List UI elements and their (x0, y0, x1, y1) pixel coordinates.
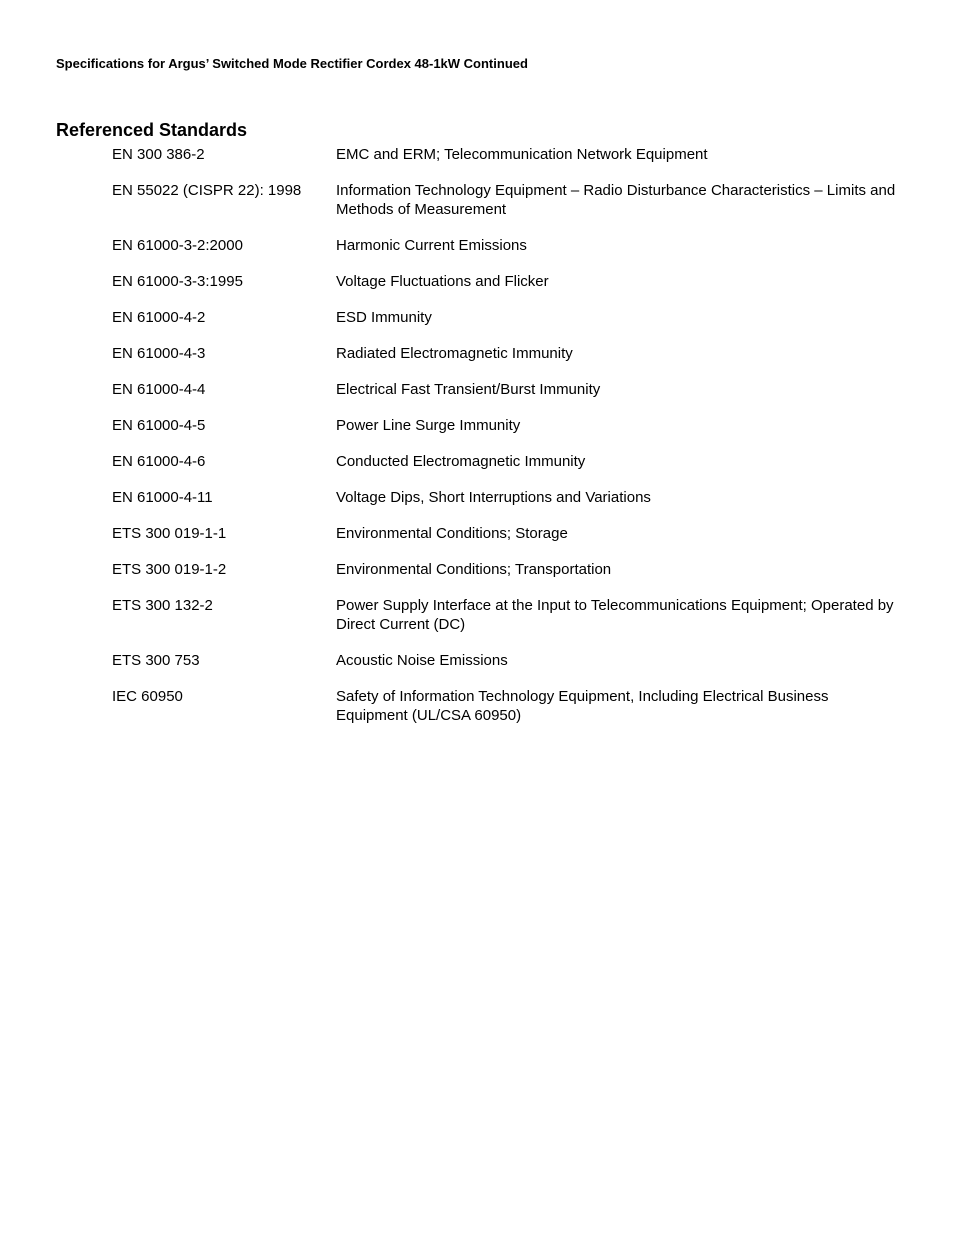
standard-row (112, 380, 912, 399)
standard-description: Radiated Electromagnetic Immunity (336, 345, 573, 362)
standard-row (112, 308, 912, 327)
standard-code: EN 61000-4-3 (112, 345, 206, 362)
standard-description: Power Supply Interface at the Input to Telecommunications Equipment; Operated by Direct Current (DC) (336, 597, 894, 633)
standard-code: ETS 300 132-2 (112, 597, 213, 614)
standard-description: ESD Immunity (336, 309, 432, 326)
standard-row (112, 560, 912, 579)
standard-description: EMC and ERM; Telecommunication Network Equipment (336, 146, 708, 163)
standard-code: EN 61000-3-3:1995 (112, 273, 243, 290)
standard-description: Environmental Conditions; Transportation (336, 561, 612, 578)
standard-row (112, 416, 912, 435)
standard-row (112, 145, 912, 164)
standard-row (112, 596, 912, 634)
standard-row (112, 272, 912, 291)
standards-list (112, 145, 912, 742)
standard-row (112, 452, 912, 471)
standard-row (112, 236, 912, 255)
standard-code: EN 61000-3-2:2000 (112, 237, 243, 254)
standard-description: Safety of Information Technology Equipment, Including Electrical Business Equipment (UL/CSA 60950) (336, 688, 829, 724)
standard-code: EN 300 386-2 (112, 146, 205, 163)
standard-description: Electrical Fast Transient/Burst Immunity (336, 381, 601, 398)
standard-description: Conducted Electromagnetic Immunity (336, 453, 586, 470)
standard-row (112, 687, 912, 725)
standard-code: EN 61000-4-6 (112, 453, 206, 470)
standard-code: EN 61000-4-4 (112, 381, 206, 398)
standard-row (112, 488, 912, 507)
standard-description: Acoustic Noise Emissions (336, 652, 508, 669)
standard-code: IEC 60950 (112, 688, 183, 705)
standard-row (112, 344, 912, 363)
standard-row (112, 181, 912, 219)
standard-description: Voltage Dips, Short Interruptions and Variations (336, 489, 651, 506)
standard-description: Harmonic Current Emissions (336, 237, 527, 254)
standard-description: Information Technology Equipment – Radio Disturbance Characteristics – Limits and Methods of Measurement (336, 182, 896, 218)
standard-code: EN 61000-4-2 (112, 309, 206, 326)
section-title: Referenced Standards (56, 120, 248, 140)
standard-code: ETS 300 753 (112, 652, 200, 669)
standard-description: Environmental Conditions; Storage (336, 525, 568, 542)
standard-description: Power Line Surge Immunity (336, 417, 521, 434)
standard-code: ETS 300 019-1-2 (112, 561, 227, 578)
standard-row (112, 524, 912, 543)
standard-row (112, 651, 912, 670)
standard-code: ETS 300 019-1-1 (112, 525, 227, 542)
page-header: Specifications for Argus’ Switched Mode Rectifier Cordex 48-1kW Continued (56, 56, 528, 71)
standard-code: EN 61000-4-5 (112, 417, 206, 434)
standard-description: Voltage Fluctuations and Flicker (336, 273, 549, 290)
standard-code: EN 55022 (CISPR 22): 1998 (112, 182, 302, 199)
standard-code: EN 61000-4-11 (112, 489, 213, 506)
